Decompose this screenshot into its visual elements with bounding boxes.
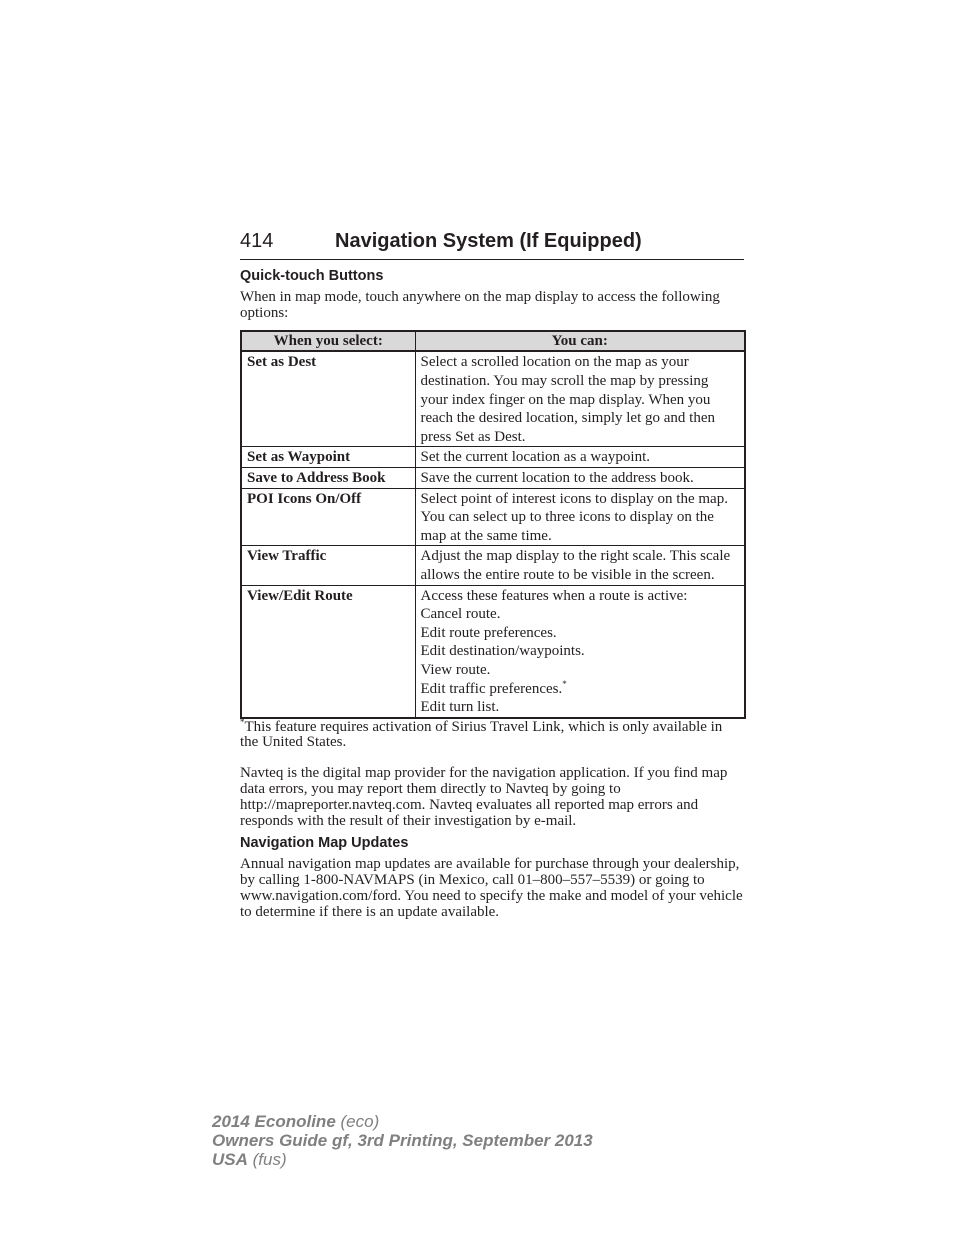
chapter-title: Navigation System (If Equipped) xyxy=(335,230,642,252)
footnote-text: This feature requires activation of Sirius Travel Link, which is only available in the United States. xyxy=(240,718,723,750)
option-description xyxy=(415,447,745,468)
table-row xyxy=(241,467,745,488)
footer-market: USA xyxy=(212,1150,248,1169)
table-body xyxy=(241,351,745,717)
description-line: Adjust the map display to the right scale. This scale allows the entire route to be visible in the screen. xyxy=(420,548,731,583)
description-line: Save the current location to the address book. xyxy=(420,469,694,486)
column-header-select: When you select: xyxy=(241,331,415,351)
description-line: Edit destination/waypoints. xyxy=(420,643,585,660)
quick-touch-intro: When in map mode, touch anywhere on the map display to access the following options: xyxy=(240,289,720,322)
description-line: Select point of interest icons to display on the map. You can select up to three icons to display on the map at the same time. xyxy=(420,490,728,544)
column-header-can: You can: xyxy=(415,331,745,351)
description-line: Set the current location as a waypoint. xyxy=(420,449,651,466)
footer-model-code: (eco) xyxy=(335,1112,380,1131)
description-line: Edit traffic preferences.* xyxy=(420,678,567,697)
table-row xyxy=(241,351,745,446)
option-description xyxy=(415,467,745,488)
description-line: View route. xyxy=(420,661,491,678)
map-updates-paragraph: Annual navigation map updates are available for purchase through your dealership, by calling 1-800-NAVMAPS (in Mexico, call 01–800–557–5539) or going to www.navigation.com/ford. You need to specify the make and model of your vehicle to determine if there is an update available. xyxy=(240,855,743,921)
option-name: View Traffic xyxy=(241,546,415,585)
description-line: Edit route preferences. xyxy=(420,624,557,641)
footer-line-3 xyxy=(212,1150,593,1169)
quick-touch-heading: Quick-touch Buttons xyxy=(240,268,384,284)
footnote-mark: * xyxy=(240,716,245,727)
option-description xyxy=(415,351,745,446)
table-row xyxy=(241,585,745,718)
option-name: Set as Waypoint xyxy=(241,447,415,468)
description-line: Edit turn list. xyxy=(420,699,500,716)
description-line: Cancel route. xyxy=(420,606,501,623)
table-header-row xyxy=(241,331,745,351)
page-footer xyxy=(212,1112,593,1169)
footer-market-code: (fus) xyxy=(247,1150,287,1169)
table-footnote xyxy=(240,716,744,750)
table-row xyxy=(241,447,745,468)
table-row xyxy=(241,546,745,585)
page-header xyxy=(240,229,744,260)
footer-line-1 xyxy=(212,1112,593,1131)
footnote-reference: * xyxy=(562,678,567,689)
options-table xyxy=(240,330,746,718)
description-line: Access these features when a route is active: xyxy=(420,587,688,604)
description-line: Select a scrolled location on the map as your destination. You may scroll the map by pressing your index finger on the map display. When you reach the desired location, simply let go and then press Set as Dest. xyxy=(420,354,715,445)
page-content xyxy=(240,267,744,920)
footer-line-2: Owners Guide gf, 3rd Printing, September 2013 xyxy=(212,1131,593,1150)
map-updates-heading: Navigation Map Updates xyxy=(240,834,409,851)
option-name: POI Icons On/Off xyxy=(241,488,415,546)
option-name: Set as Dest xyxy=(241,351,415,446)
option-name: Save to Address Book xyxy=(241,467,415,488)
option-description xyxy=(415,585,745,718)
table-row xyxy=(241,488,745,546)
page-number: 414 xyxy=(240,230,274,252)
footer-model: 2014 Econoline xyxy=(212,1112,336,1131)
option-description xyxy=(415,488,745,546)
navteq-paragraph: Navteq is the digital map provider for the navigation application. If you find map data errors, you may report them directly to Navteq by going to http://mapreporter.navteq.com. Navteq evaluates all reported map errors and responds with the result of their investigation by e-mail. xyxy=(240,764,728,830)
option-name: View/Edit Route xyxy=(241,585,415,718)
option-description xyxy=(415,546,745,585)
